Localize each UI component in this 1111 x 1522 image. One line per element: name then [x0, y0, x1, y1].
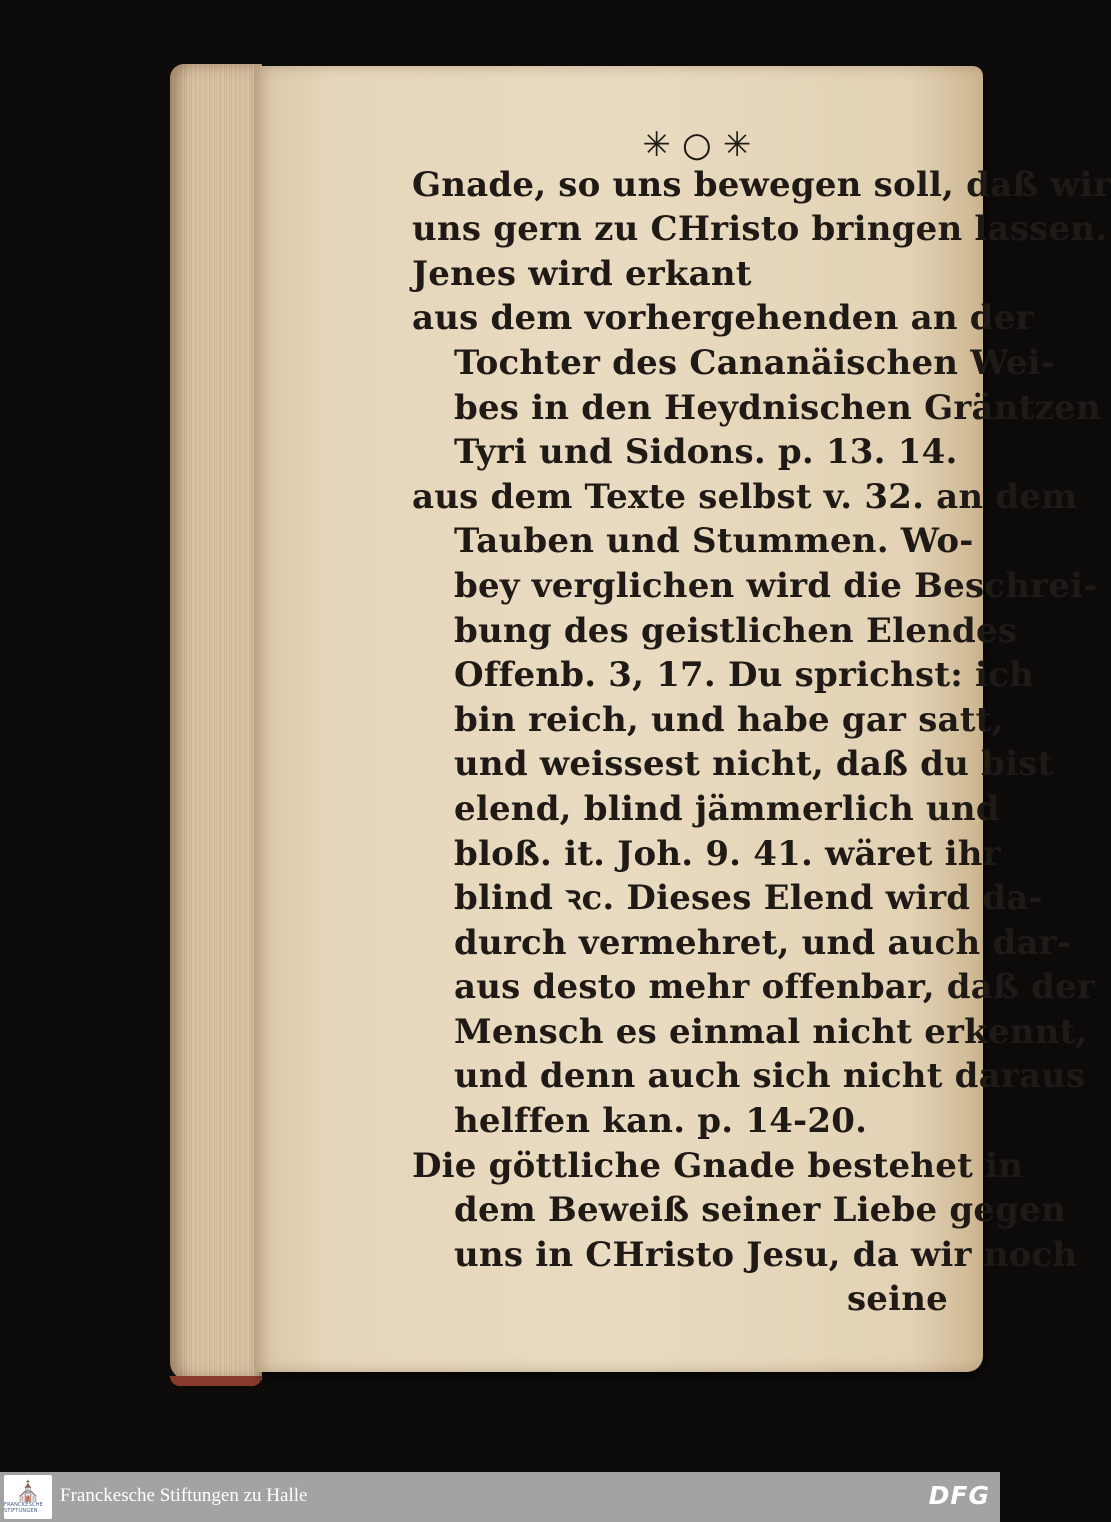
text-line: aus desto mehr offenbar, daß der	[454, 967, 1095, 1008]
text-line: durch vermehret, und auch dar-	[454, 922, 1072, 963]
text-line: aus dem vorhergehenden an der	[412, 298, 1034, 339]
text-line: bloß. it. Joh. 9. 41. wäret ihr	[454, 833, 1001, 874]
text-line: uns gern zu CHristo bringen lassen.	[412, 209, 1108, 250]
text-line: helffen kan. p. 14-20.	[454, 1101, 868, 1142]
catchword: seine	[846, 1279, 948, 1320]
building-icon: ⛪	[15, 1479, 41, 1503]
text-line: Tauben und Stummen. Wo-	[454, 521, 974, 562]
text-line: und weissest nicht, daß du bist	[454, 744, 1054, 785]
text-line: blind ꝛc. Dieses Elend wird da-	[454, 878, 1043, 919]
text-line: bes in den Heydnischen Gräntzen	[454, 387, 1101, 428]
text-line: aus dem Texte selbst v. 32. an dem	[412, 476, 1078, 517]
text-line: bey verglichen wird die Beschrei-	[454, 565, 1098, 606]
institution-logo[interactable]	[4, 1475, 52, 1519]
text-line: Tyri und Sidons. p. 13. 14.	[454, 432, 958, 473]
text-line: Die göttliche Gnade bestehet in	[412, 1145, 1024, 1186]
page-ornament: ✳ ○ ✳	[642, 125, 752, 165]
text-line: Offenb. 3, 17. Du sprichst: ich	[454, 655, 1034, 696]
book-fore-edge	[170, 64, 262, 1380]
text-line: bin reich, und habe gar satt,	[454, 699, 1004, 740]
logo-text: FRANCKESCHE STIFTUNGEN	[4, 1502, 44, 1514]
dfg-logo[interactable]: DFG	[928, 1481, 990, 1510]
text-line: elend, blind jämmerlich und	[454, 788, 1000, 829]
text-line: und denn auch sich nicht daraus	[454, 1056, 1086, 1097]
institution-name[interactable]: Franckesche Stiftungen zu Halle	[60, 1485, 308, 1506]
page-text-block	[412, 118, 1111, 1322]
text-line: Tochter des Cananäischen Wei-	[454, 342, 1056, 383]
text-line: Mensch es einmal nicht erkennt,	[454, 1011, 1088, 1052]
text-line: uns in CHristo Jesu, da wir noch	[454, 1234, 1078, 1275]
text-line: Jenes wird erkant	[412, 253, 752, 294]
text-line: dem Beweiß seiner Liebe gegen	[454, 1190, 1066, 1231]
text-line: bung des geistlichen Elendes	[454, 610, 1018, 651]
text-line: Gnade, so uns bewegen soll, daß wir	[412, 164, 1111, 205]
viewer-footer	[0, 1472, 1000, 1522]
